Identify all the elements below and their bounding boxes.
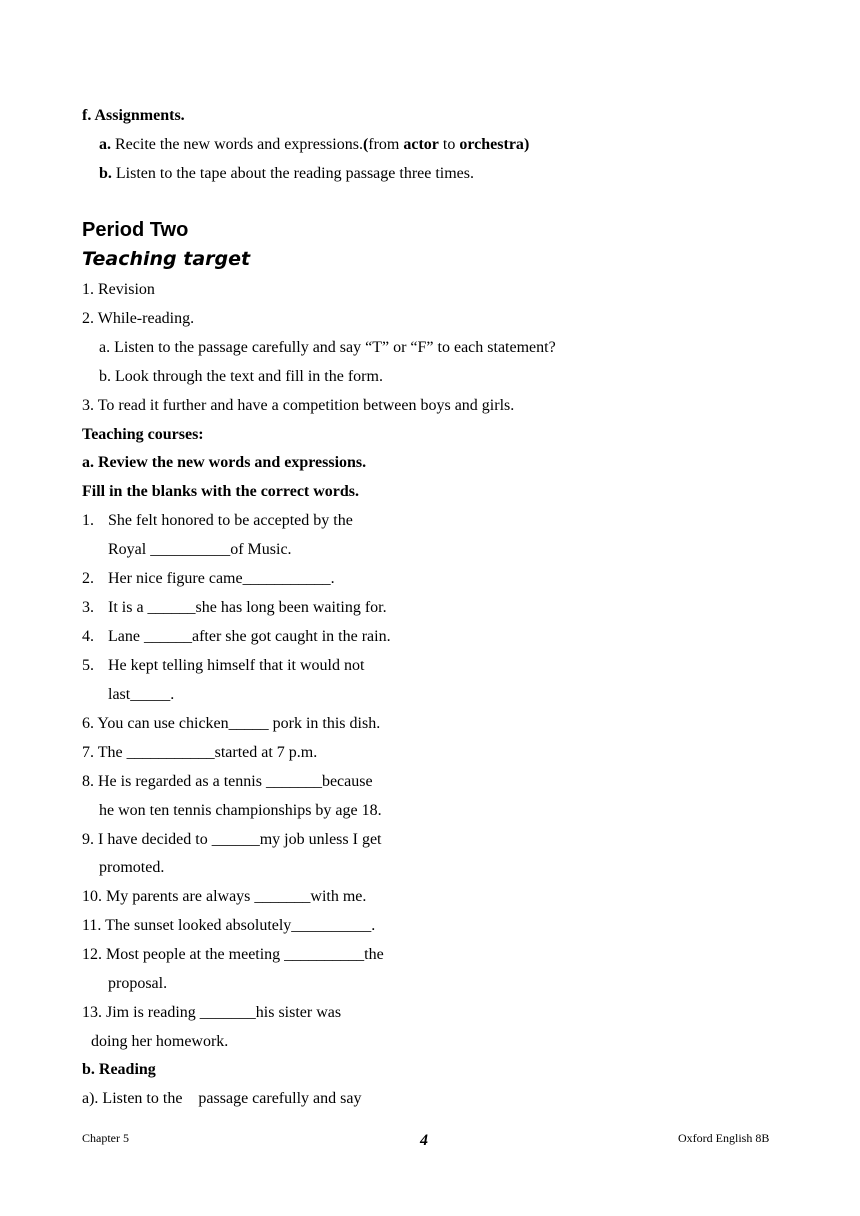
assignment-b-letter: b. xyxy=(99,165,112,182)
exercise-number: 5. xyxy=(82,657,94,674)
exercise-line: 8. He is regarded as a tennis _______because xyxy=(82,773,373,790)
reading-line: a). Listen to the passage carefully and say xyxy=(82,1090,362,1107)
exercise-line: She felt honored to be accepted by the xyxy=(108,512,353,529)
assignment-a-from: from xyxy=(368,136,404,153)
exercise-line: Lane ______after she got caught in the rain. xyxy=(108,628,391,645)
assignment-b-text: Listen to the tape about the reading passage three times. xyxy=(111,165,475,182)
courses-review: a. Review the new words and expressions. xyxy=(82,454,367,471)
page-number: 4 xyxy=(420,1132,428,1149)
courses-fill-instruction: Fill in the blanks with the correct words. xyxy=(82,483,360,500)
assignment-b xyxy=(99,164,474,184)
assignment-a-to: to xyxy=(438,136,460,153)
target-item: a. Listen to the passage carefully and say “T” or “F” to each statement? xyxy=(99,339,556,356)
exercise-line: 12. Most people at the meeting __________the xyxy=(82,946,384,963)
period-subtitle: Teaching target xyxy=(82,248,251,270)
exercise-number: 1. xyxy=(82,512,94,529)
exercise-line: It is a ______she has long been waiting for. xyxy=(108,599,387,616)
target-item: b. Look through the text and fill in the form. xyxy=(99,368,383,385)
footer-chapter: Chapter 5 xyxy=(82,1131,129,1145)
courses-heading: Teaching courses: xyxy=(82,426,204,443)
exercise-number: 2. xyxy=(82,570,94,587)
assignment-a-word2: orchestra xyxy=(459,136,524,153)
assignment-a-word1: actor xyxy=(403,136,439,153)
exercise-number: 3. xyxy=(82,599,94,616)
exercise-line: doing her homework. xyxy=(91,1033,229,1050)
exercise-line: He kept telling himself that it would not xyxy=(108,657,365,674)
assignment-a-letter: a. xyxy=(99,136,111,153)
target-item: 3. To read it further and have a competition between boys and girls. xyxy=(82,397,515,414)
exercise-line: 6. You can use chicken_____ pork in this dish. xyxy=(82,715,381,732)
exercise-line: promoted. xyxy=(99,859,165,876)
exercise-line: last_____. xyxy=(108,686,175,703)
exercise-line: 11. The sunset looked absolutely__________. xyxy=(82,917,376,934)
target-item: 1. Revision xyxy=(82,281,155,298)
exercise-line: Royal __________of Music. xyxy=(108,541,292,558)
assignment-a xyxy=(99,135,529,155)
assignments-heading: f. Assignments. xyxy=(82,107,185,124)
target-item: 2. While-reading. xyxy=(82,310,195,327)
exercise-line: 13. Jim is reading _______his sister was xyxy=(82,1004,342,1021)
assignment-a-text: Recite the new words and expressions. xyxy=(111,136,363,153)
exercise-line: proposal. xyxy=(108,975,168,992)
exercise-line: 7. The ___________started at 7 p.m. xyxy=(82,744,318,761)
reading-heading: b. Reading xyxy=(82,1061,156,1078)
exercise-line: 9. I have decided to ______my job unless I get xyxy=(82,831,382,848)
exercise-line: 10. My parents are always _______with me. xyxy=(82,888,367,905)
exercise-number: 4. xyxy=(82,628,94,645)
exercise-line: he won ten tennis championships by age 18. xyxy=(99,802,382,819)
assignment-a-paren-close: ) xyxy=(523,136,530,153)
period-title: Period Two xyxy=(82,219,189,241)
exercise-line: Her nice figure came___________. xyxy=(108,570,335,587)
footer-book-title: Oxford English 8B xyxy=(678,1131,770,1145)
assignment-a-paren-open: ( xyxy=(362,136,369,153)
